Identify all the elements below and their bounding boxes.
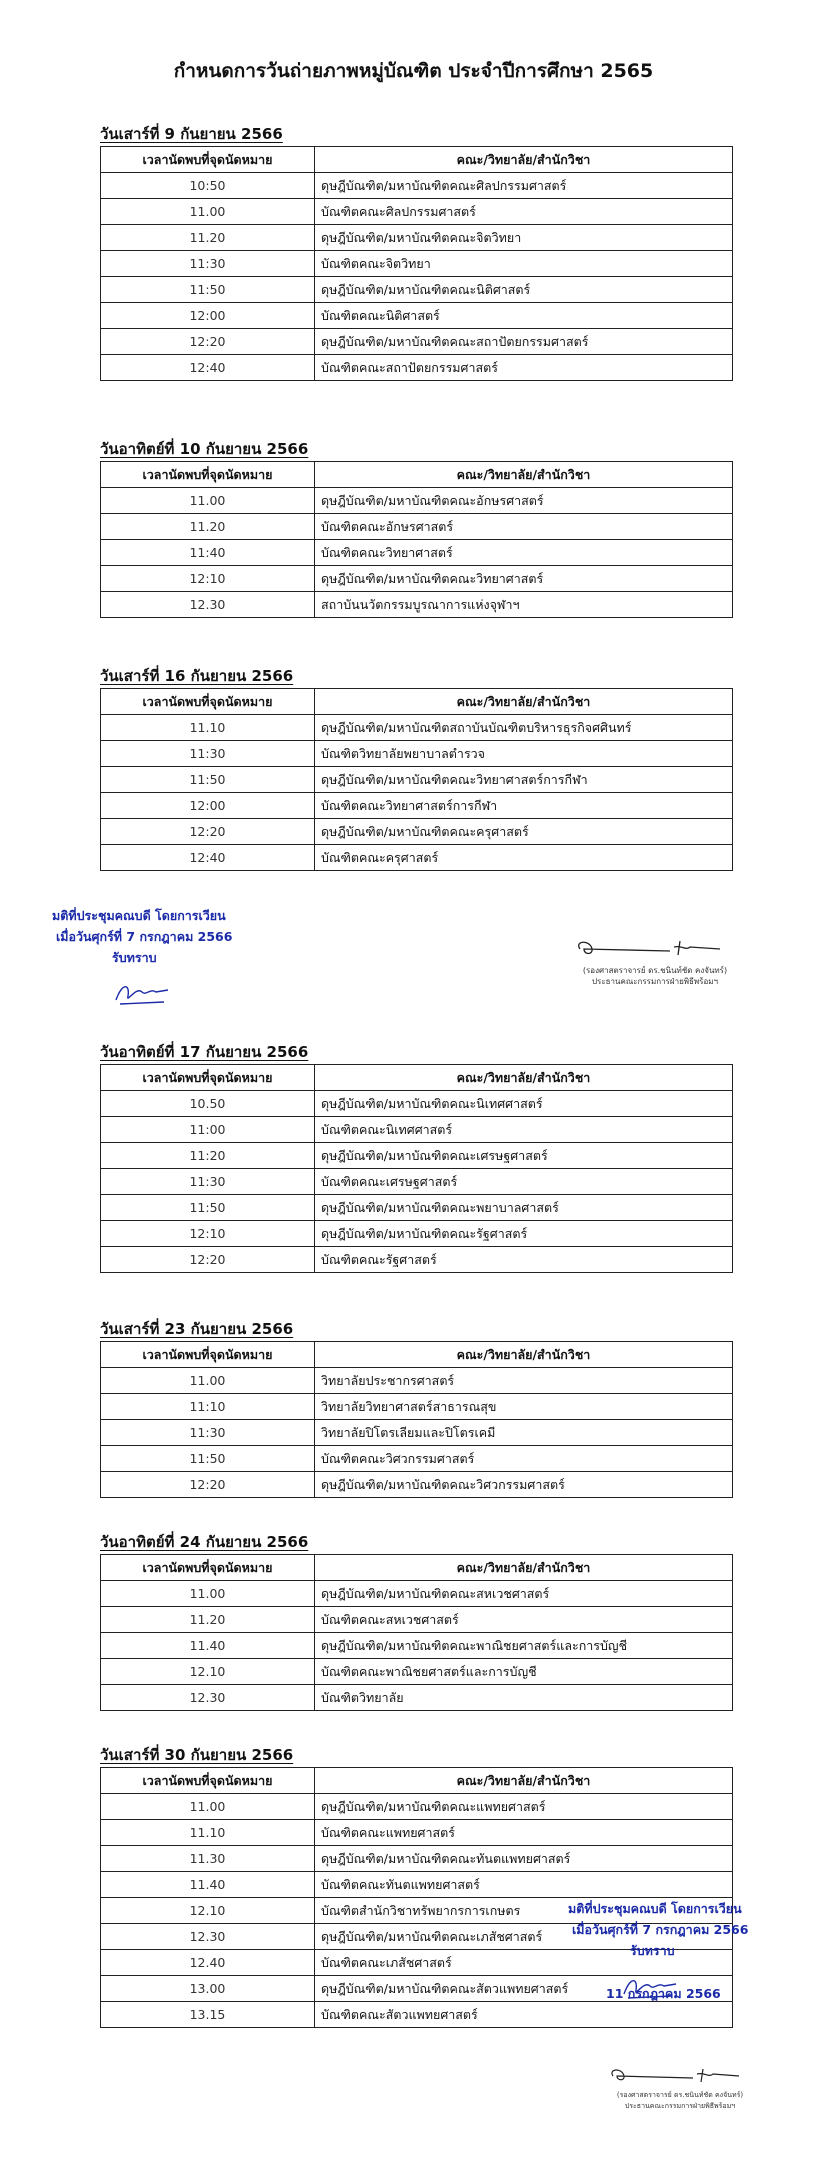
header-faculty: คณะ/วิทยาลัย/สำนักวิชา — [315, 147, 733, 173]
appointment-time: 12:20 — [101, 1247, 315, 1273]
appointment-time: 11:50 — [101, 277, 315, 303]
appointment-time: 11:30 — [101, 1420, 315, 1446]
appointment-time: 11:30 — [101, 251, 315, 277]
header-time: เวลานัดพบที่จุดนัดหมาย — [101, 1768, 315, 1794]
approval-note-2-line2: เมื่อวันศุกร์ที่ 7 กรกฎาคม 2566 — [572, 1922, 749, 1937]
appointment-time: 11.40 — [101, 1633, 315, 1659]
header-faculty: คณะ/วิทยาลัย/สำนักวิชา — [315, 1342, 733, 1368]
appointment-time: 11.30 — [101, 1846, 315, 1872]
header-faculty: คณะ/วิทยาลัย/สำนักวิชา — [315, 462, 733, 488]
appointment-time: 10:50 — [101, 173, 315, 199]
table-row — [101, 845, 733, 871]
appointment-time: 12:20 — [101, 1472, 315, 1498]
table-row — [101, 1472, 733, 1498]
table-row — [101, 1607, 733, 1633]
table-row — [101, 303, 733, 329]
table-row — [101, 329, 733, 355]
appointment-time: 11:20 — [101, 1143, 315, 1169]
approval-note-2-line3: รับทราบ — [630, 1943, 675, 1958]
schedule-section — [100, 664, 732, 871]
appointment-time: 11.00 — [101, 199, 315, 225]
table-header-row — [101, 1342, 733, 1368]
table-row — [101, 1394, 733, 1420]
table-row — [101, 793, 733, 819]
faculty-name: บัณฑิตคณะสถาปัตยกรรมศาสตร์ — [315, 355, 733, 381]
appointment-time: 12:40 — [101, 845, 315, 871]
table-row — [101, 1247, 733, 1273]
section-date-heading: วันเสาร์ที่ 30 กันยายน 2566 — [100, 1746, 294, 1764]
table-row — [101, 1581, 733, 1607]
faculty-name: บัณฑิตคณะวิทยาศาสตร์ — [315, 540, 733, 566]
table-row — [101, 1143, 733, 1169]
table-row — [101, 1846, 733, 1872]
appointment-time: 11.00 — [101, 1368, 315, 1394]
section-date-heading: วันเสาร์ที่ 9 กันยายน 2566 — [100, 125, 283, 143]
header-faculty: คณะ/วิทยาลัย/สำนักวิชา — [315, 1768, 733, 1794]
signatory-role: ประธานคณะกรรมการฝ่ายพิธีพร้อมฯ — [591, 977, 719, 986]
table-row — [101, 1420, 733, 1446]
appointment-time: 12:40 — [101, 355, 315, 381]
schedule-table — [100, 688, 733, 871]
signatory-name: (รองศาสตราจารย์ ดร.ชนินท์ชัด คงจันทร์) — [582, 966, 728, 975]
faculty-name: ดุษฎีบัณฑิต/มหาบัณฑิตคณะสัตวแพทยศาสตร์ — [315, 1976, 733, 2002]
table-row — [101, 1685, 733, 1711]
header-time: เวลานัดพบที่จุดนัดหมาย — [101, 147, 315, 173]
faculty-name: ดุษฎีบัณฑิต/มหาบัณฑิตสถาบันบัณฑิตบริหารธุรกิจศศินทร์ — [315, 715, 733, 741]
faculty-name: ดุษฎีบัณฑิต/มหาบัณฑิตคณะพาณิชยศาสตร์และการบัญชี — [315, 1633, 733, 1659]
section-date-heading: วันอาทิตย์ที่ 24 กันยายน 2566 — [100, 1533, 309, 1551]
approval-note-2-line4: 11 กรกฎาคม 2566 — [606, 1986, 721, 2001]
appointment-time: 12.30 — [101, 592, 315, 618]
table-row — [101, 225, 733, 251]
appointment-time: 12.30 — [101, 1685, 315, 1711]
table-row — [101, 355, 733, 381]
faculty-name: บัณฑิตคณะอักษรศาสตร์ — [315, 514, 733, 540]
table-row — [101, 1446, 733, 1472]
table-row — [101, 173, 733, 199]
appointment-time: 12:00 — [101, 303, 315, 329]
faculty-name: ดุษฎีบัณฑิต/มหาบัณฑิตคณะนิเทศศาสตร์ — [315, 1091, 733, 1117]
appointment-time: 11:10 — [101, 1394, 315, 1420]
faculty-name: บัณฑิตคณะจิตวิทยา — [315, 251, 733, 277]
faculty-name: ดุษฎีบัณฑิต/มหาบัณฑิตคณะเศรษฐศาสตร์ — [315, 1143, 733, 1169]
appointment-time: 11.10 — [101, 715, 315, 741]
schedule-table — [100, 1554, 733, 1711]
table-row — [101, 1794, 733, 1820]
appointment-time: 11.40 — [101, 1872, 315, 1898]
faculty-name: ดุษฎีบัณฑิต/มหาบัณฑิตคณะเภสัชศาสตร์ — [315, 1924, 733, 1950]
signature-mark — [570, 935, 740, 961]
faculty-name: บัณฑิตคณะนิเทศศาสตร์ — [315, 1117, 733, 1143]
signatory-role-2: ประธานคณะกรรมการฝ่ายพิธีพร้อมฯ — [624, 2102, 736, 2110]
table-row — [101, 488, 733, 514]
table-row — [101, 1221, 733, 1247]
appointment-time: 10.50 — [101, 1091, 315, 1117]
faculty-name: วิทยาลัยประชากรศาสตร์ — [315, 1368, 733, 1394]
faculty-name: ดุษฎีบัณฑิต/มหาบัณฑิตคณะวิทยาศาสตร์การกีฬา — [315, 767, 733, 793]
signatory-name-2: (รองศาสตราจารย์ ดร.ชนินท์ชัด คงจันทร์) — [616, 2091, 744, 2099]
faculty-name: วิทยาลัยปิโตรเลียมและปิโตรเคมี — [315, 1420, 733, 1446]
appointment-time: 12:00 — [101, 793, 315, 819]
header-time: เวลานัดพบที่จุดนัดหมาย — [101, 1555, 315, 1581]
appointment-time: 11.10 — [101, 1820, 315, 1846]
table-row — [101, 819, 733, 845]
approval-initials — [112, 978, 172, 1008]
signature-block-2 — [605, 2064, 755, 2112]
approval-note — [52, 905, 232, 968]
faculty-name: ดุษฎีบัณฑิต/มหาบัณฑิตคณะทันตแพทยศาสตร์ — [315, 1846, 733, 1872]
faculty-name: ดุษฎีบัณฑิต/มหาบัณฑิตคณะอักษรศาสตร์ — [315, 488, 733, 514]
faculty-name: บัณฑิตคณะวิศวกรรมศาสตร์ — [315, 1446, 733, 1472]
approval-note-line3: รับทราบ — [112, 950, 157, 965]
faculty-name: ดุษฎีบัณฑิต/มหาบัณฑิตคณะจิตวิทยา — [315, 225, 733, 251]
approval-note-line1: มติที่ประชุมคณบดี โดยการเวียน — [52, 908, 226, 923]
appointment-time: 11:50 — [101, 767, 315, 793]
table-row — [101, 199, 733, 225]
faculty-name: ดุษฎีบัณฑิต/มหาบัณฑิตคณะรัฐศาสตร์ — [315, 1221, 733, 1247]
section-date-heading: วันอาทิตย์ที่ 17 กันยายน 2566 — [100, 1043, 309, 1061]
appointment-time: 12.10 — [101, 1898, 315, 1924]
schedule-table — [100, 461, 733, 618]
signature-mark-2 — [605, 2064, 755, 2086]
section-date-heading: วันอาทิตย์ที่ 10 กันยายน 2566 — [100, 440, 309, 458]
faculty-name: ดุษฎีบัณฑิต/มหาบัณฑิตคณะพยาบาลศาสตร์ — [315, 1195, 733, 1221]
table-header-row — [101, 1065, 733, 1091]
faculty-name: บัณฑิตคณะรัฐศาสตร์ — [315, 1247, 733, 1273]
schedule-section — [100, 1317, 732, 1498]
table-row — [101, 1633, 733, 1659]
faculty-name: ดุษฎีบัณฑิต/มหาบัณฑิตคณะศิลปกรรมศาสตร์ — [315, 173, 733, 199]
appointment-time: 12.30 — [101, 1924, 315, 1950]
header-faculty: คณะ/วิทยาลัย/สำนักวิชา — [315, 1065, 733, 1091]
appointment-time: 11.00 — [101, 1794, 315, 1820]
table-row — [101, 566, 733, 592]
faculty-name: บัณฑิตคณะสหเวชศาสตร์ — [315, 1607, 733, 1633]
table-row — [101, 1195, 733, 1221]
approval-note-line2: เมื่อวันศุกร์ที่ 7 กรกฎาคม 2566 — [56, 929, 233, 944]
table-row — [101, 514, 733, 540]
schedule-table — [100, 1064, 733, 1273]
header-time: เวลานัดพบที่จุดนัดหมาย — [101, 1065, 315, 1091]
faculty-name: ดุษฎีบัณฑิต/มหาบัณฑิตคณะแพทยศาสตร์ — [315, 1794, 733, 1820]
faculty-name: บัณฑิตคณะแพทยศาสตร์ — [315, 1820, 733, 1846]
appointment-time: 12:20 — [101, 329, 315, 355]
appointment-time: 13.15 — [101, 2002, 315, 2028]
appointment-time: 11:40 — [101, 540, 315, 566]
appointment-time: 11.00 — [101, 1581, 315, 1607]
approval-note-2-line1: มติที่ประชุมคณบดี โดยการเวียน — [568, 1901, 742, 1916]
faculty-name: บัณฑิตคณะวิทยาศาสตร์การกีฬา — [315, 793, 733, 819]
faculty-name: ดุษฎีบัณฑิต/มหาบัณฑิตคณะสหเวชศาสตร์ — [315, 1581, 733, 1607]
appointment-time: 12:20 — [101, 819, 315, 845]
faculty-name: บัณฑิตคณะเศรษฐศาสตร์ — [315, 1169, 733, 1195]
faculty-name: ดุษฎีบัณฑิต/มหาบัณฑิตคณะวิทยาศาสตร์ — [315, 566, 733, 592]
appointment-time: 12:10 — [101, 566, 315, 592]
appointment-time: 13.00 — [101, 1976, 315, 2002]
faculty-name: ดุษฎีบัณฑิต/มหาบัณฑิตคณะครุศาสตร์ — [315, 819, 733, 845]
table-row — [101, 1091, 733, 1117]
table-row — [101, 767, 733, 793]
appointment-time: 12.10 — [101, 1659, 315, 1685]
table-row — [101, 277, 733, 303]
faculty-name: บัณฑิตวิทยาลัย — [315, 1685, 733, 1711]
table-row — [101, 540, 733, 566]
section-date-heading: วันเสาร์ที่ 23 กันยายน 2566 — [100, 1320, 294, 1338]
table-header-row — [101, 689, 733, 715]
appointment-time: 11.00 — [101, 488, 315, 514]
schedule-section — [100, 1530, 732, 1711]
appointment-time: 12:10 — [101, 1221, 315, 1247]
section-date-heading: วันเสาร์ที่ 16 กันยายน 2566 — [100, 667, 294, 685]
appointment-time: 12.40 — [101, 1950, 315, 1976]
schedule-section — [100, 437, 732, 618]
appointment-time: 11.20 — [101, 514, 315, 540]
faculty-name: บัณฑิตคณะนิติศาสตร์ — [315, 303, 733, 329]
faculty-name: ดุษฎีบัณฑิต/มหาบัณฑิตคณะนิติศาสตร์ — [315, 277, 733, 303]
header-faculty: คณะ/วิทยาลัย/สำนักวิชา — [315, 1555, 733, 1581]
table-row — [101, 1872, 733, 1898]
signature-block — [570, 935, 740, 987]
table-row — [101, 592, 733, 618]
faculty-name: บัณฑิตคณะพาณิชยศาสตร์และการบัญชี — [315, 1659, 733, 1685]
table-header-row — [101, 462, 733, 488]
table-row — [101, 1368, 733, 1394]
faculty-name: ดุษฎีบัณฑิต/มหาบัณฑิตคณะวิศวกรรมศาสตร์ — [315, 1472, 733, 1498]
table-header-row — [101, 1555, 733, 1581]
table-row — [101, 1169, 733, 1195]
approval-initials-2 — [620, 1972, 680, 2002]
header-time: เวลานัดพบที่จุดนัดหมาย — [101, 689, 315, 715]
schedule-section — [100, 1040, 732, 1273]
table-row — [101, 715, 733, 741]
faculty-name: บัณฑิตคณะศิลปกรรมศาสตร์ — [315, 199, 733, 225]
table-header-row — [101, 1768, 733, 1794]
faculty-name: วิทยาลัยวิทยาศาสตร์สาธารณสุข — [315, 1394, 733, 1420]
table-header-row — [101, 147, 733, 173]
table-row — [101, 251, 733, 277]
appointment-time: 11:30 — [101, 741, 315, 767]
faculty-name: บัณฑิตวิทยาลัยพยาบาลตำรวจ — [315, 741, 733, 767]
header-time: เวลานัดพบที่จุดนัดหมาย — [101, 462, 315, 488]
faculty-name: บัณฑิตคณะครุศาสตร์ — [315, 845, 733, 871]
table-row — [101, 741, 733, 767]
appointment-time: 11.20 — [101, 225, 315, 251]
faculty-name: บัณฑิตคณะทันตแพทยศาสตร์ — [315, 1872, 733, 1898]
schedule-table — [100, 146, 733, 381]
faculty-name: บัณฑิตคณะเภสัชศาสตร์ — [315, 1950, 733, 1976]
faculty-name: บัณฑิตสำนักวิชาทรัพยากรการเกษตร — [315, 1898, 733, 1924]
header-time: เวลานัดพบที่จุดนัดหมาย — [101, 1342, 315, 1368]
faculty-name: บัณฑิตคณะสัตวแพทยศาสตร์ — [315, 2002, 733, 2028]
table-row — [101, 1659, 733, 1685]
appointment-time: 11:50 — [101, 1446, 315, 1472]
appointment-time: 11:00 — [101, 1117, 315, 1143]
faculty-name: สถาบันนวัตกรรมบูรณาการแห่งจุฬาฯ — [315, 592, 733, 618]
page-title: กำหนดการวันถ่ายภาพหมู่บัณฑิต ประจำปีการศึกษา 2565 — [173, 60, 654, 82]
schedule-table — [100, 1341, 733, 1498]
schedule-section — [100, 122, 732, 381]
table-row — [101, 1820, 733, 1846]
table-row — [101, 2002, 733, 2028]
faculty-name: ดุษฎีบัณฑิต/มหาบัณฑิตคณะสถาปัตยกรรมศาสตร์ — [315, 329, 733, 355]
appointment-time: 11.20 — [101, 1607, 315, 1633]
header-faculty: คณะ/วิทยาลัย/สำนักวิชา — [315, 689, 733, 715]
table-row — [101, 1117, 733, 1143]
appointment-time: 11:50 — [101, 1195, 315, 1221]
appointment-time: 11:30 — [101, 1169, 315, 1195]
